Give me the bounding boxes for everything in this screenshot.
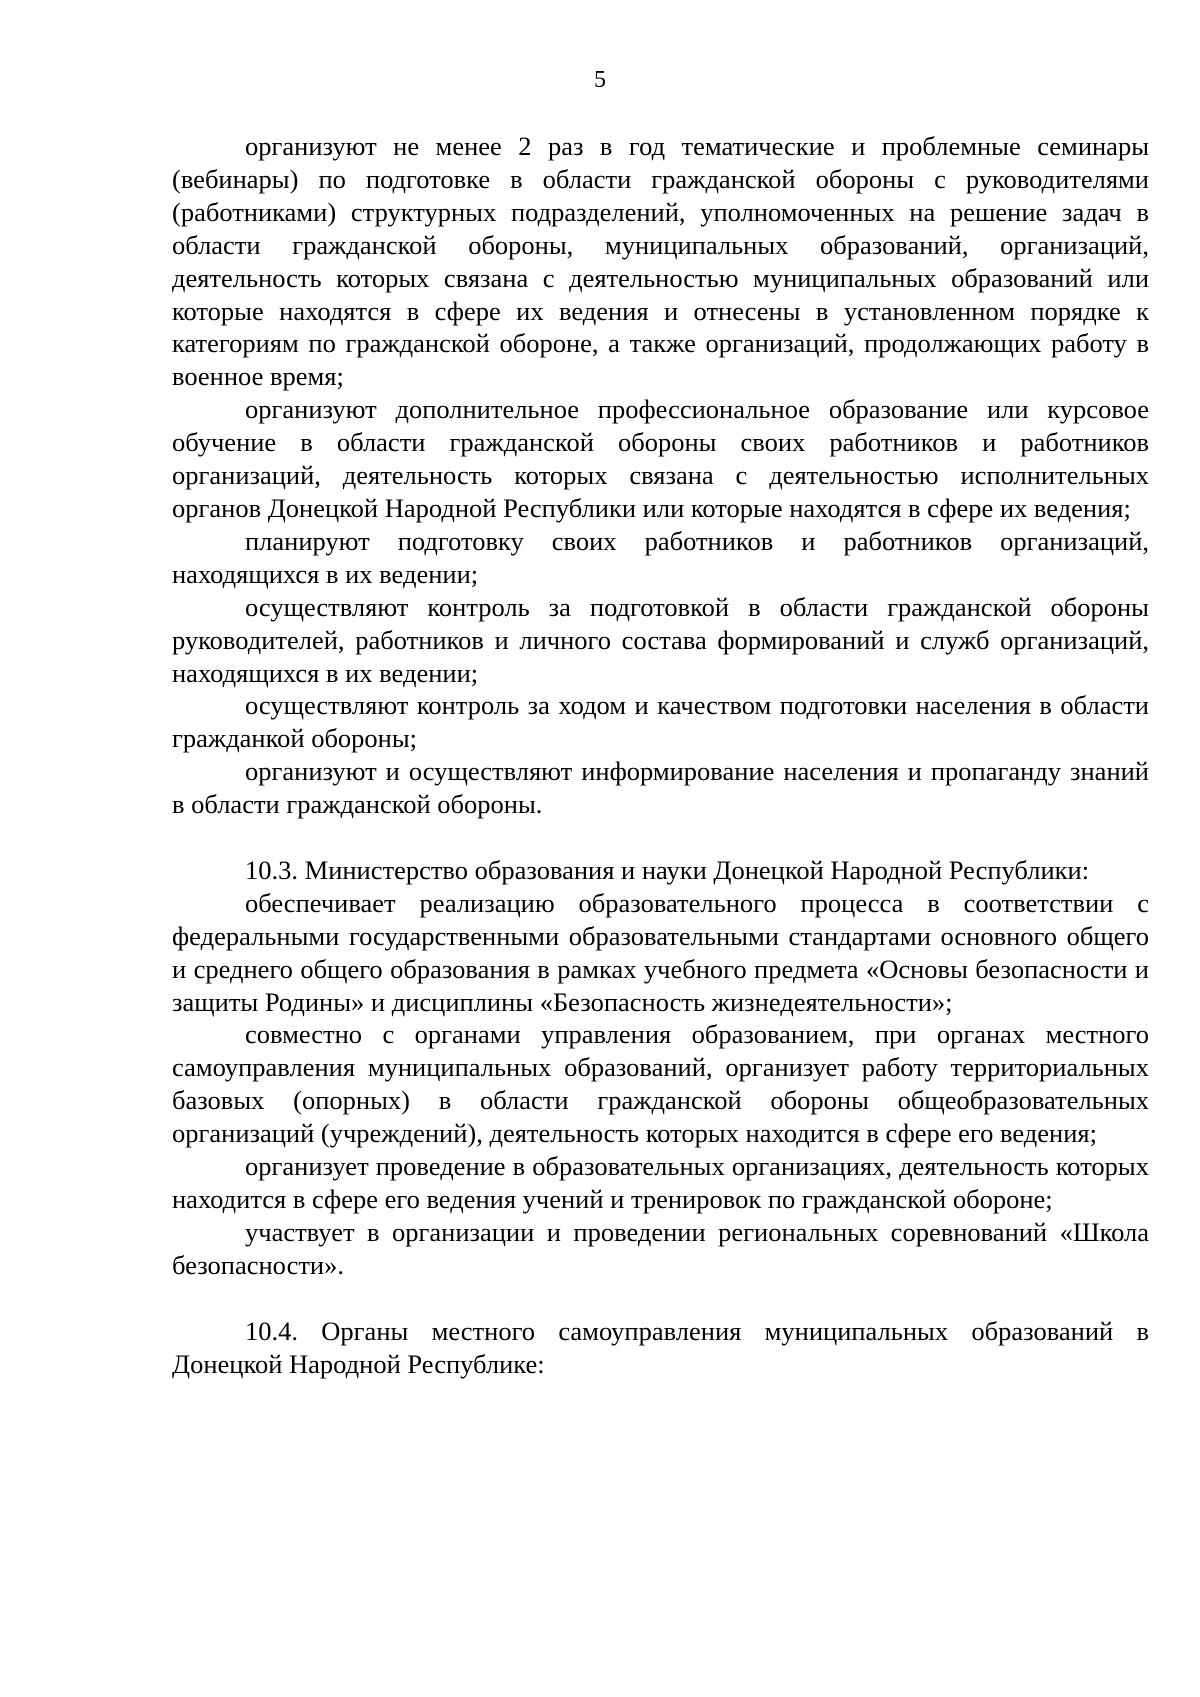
paragraph-competitions: участвует в организации и проведении региональных соревнований «Школа безопасности». xyxy=(172,1216,1149,1280)
section-spacer xyxy=(172,1282,1149,1315)
document-body xyxy=(172,130,1149,1380)
paragraph-base-organizations: совместно с органами управления образованием, при органах местного самоуправления муниципальных образований, организует работу территориальных базовых (опорных) в области гражданской обороны общеобразовательных организаций (учреждений), деятельность которых находится в сфере его ведения; xyxy=(172,1019,1149,1149)
section-spacer xyxy=(172,821,1149,854)
paragraph-informing: организуют и осуществляют информирование населения и пропаганду знаний в области гражданской обороны. xyxy=(172,756,1149,820)
paragraph-planning: планируют подготовку своих работников и работников организаций, находящихся в их ведении; xyxy=(172,525,1149,589)
paragraph-control-quality: осуществляют контроль за ходом и качеством подготовки населения в области гражданкой обороны; xyxy=(172,690,1149,754)
paragraph-control-training: осуществляют контроль за подготовкой в области гражданской обороны руководителей, работников и личного состава формирований и служб организаций, находящихся в их ведении; xyxy=(172,591,1149,688)
paragraph-educational-process: обеспечивает реализацию образовательного процесса в соответствии с федеральными государственными образовательными стандартами основного общего и среднего общего образования в рамках учебного предмета «Основы безопасности и защиты Родины» и дисциплины «Безопасность жизнедеятельности»; xyxy=(172,887,1149,1017)
paragraph-additional-education: организуют дополнительное профессиональное образование или курсовое обучение в области гражданской обороны своих работников и работников организаций, деятельность которых связана с деятельностью исполнительных органов Донецкой Народной Республики или которые находятся в сфере их ведения; xyxy=(172,394,1149,523)
section-heading-10-3: 10.3. Министерство образования и науки Донецкой Народной Республики: xyxy=(245,854,1090,885)
paragraph-seminars: организуют не менее 2 раз в год тематические и проблемные семинары (вебинары) по подготовке в области гражданской обороны с руководителями (работниками) структурных подразделений, уполномоченных на решение задач в области гражданской обороны, муниципальных образований, организаций, деятельность которых связана с деятельностью муниципальных образований или которые находятся в сфере их ведения и отнесены в установленном порядке к категориям по гражданской обороне, а также организаций, продолжающих работу в военное время; xyxy=(172,131,1149,392)
paragraph-exercises: организует проведение в образовательных организациях, деятельность которых находится в сфере его ведения учений и тренировок по гражданской обороне; xyxy=(172,1151,1149,1214)
section-heading-10-4: 10.4. Органы местного самоуправления муниципальных образований в Донецкой Народной Республике: xyxy=(172,1315,1149,1379)
page-number: 5 xyxy=(594,67,606,93)
